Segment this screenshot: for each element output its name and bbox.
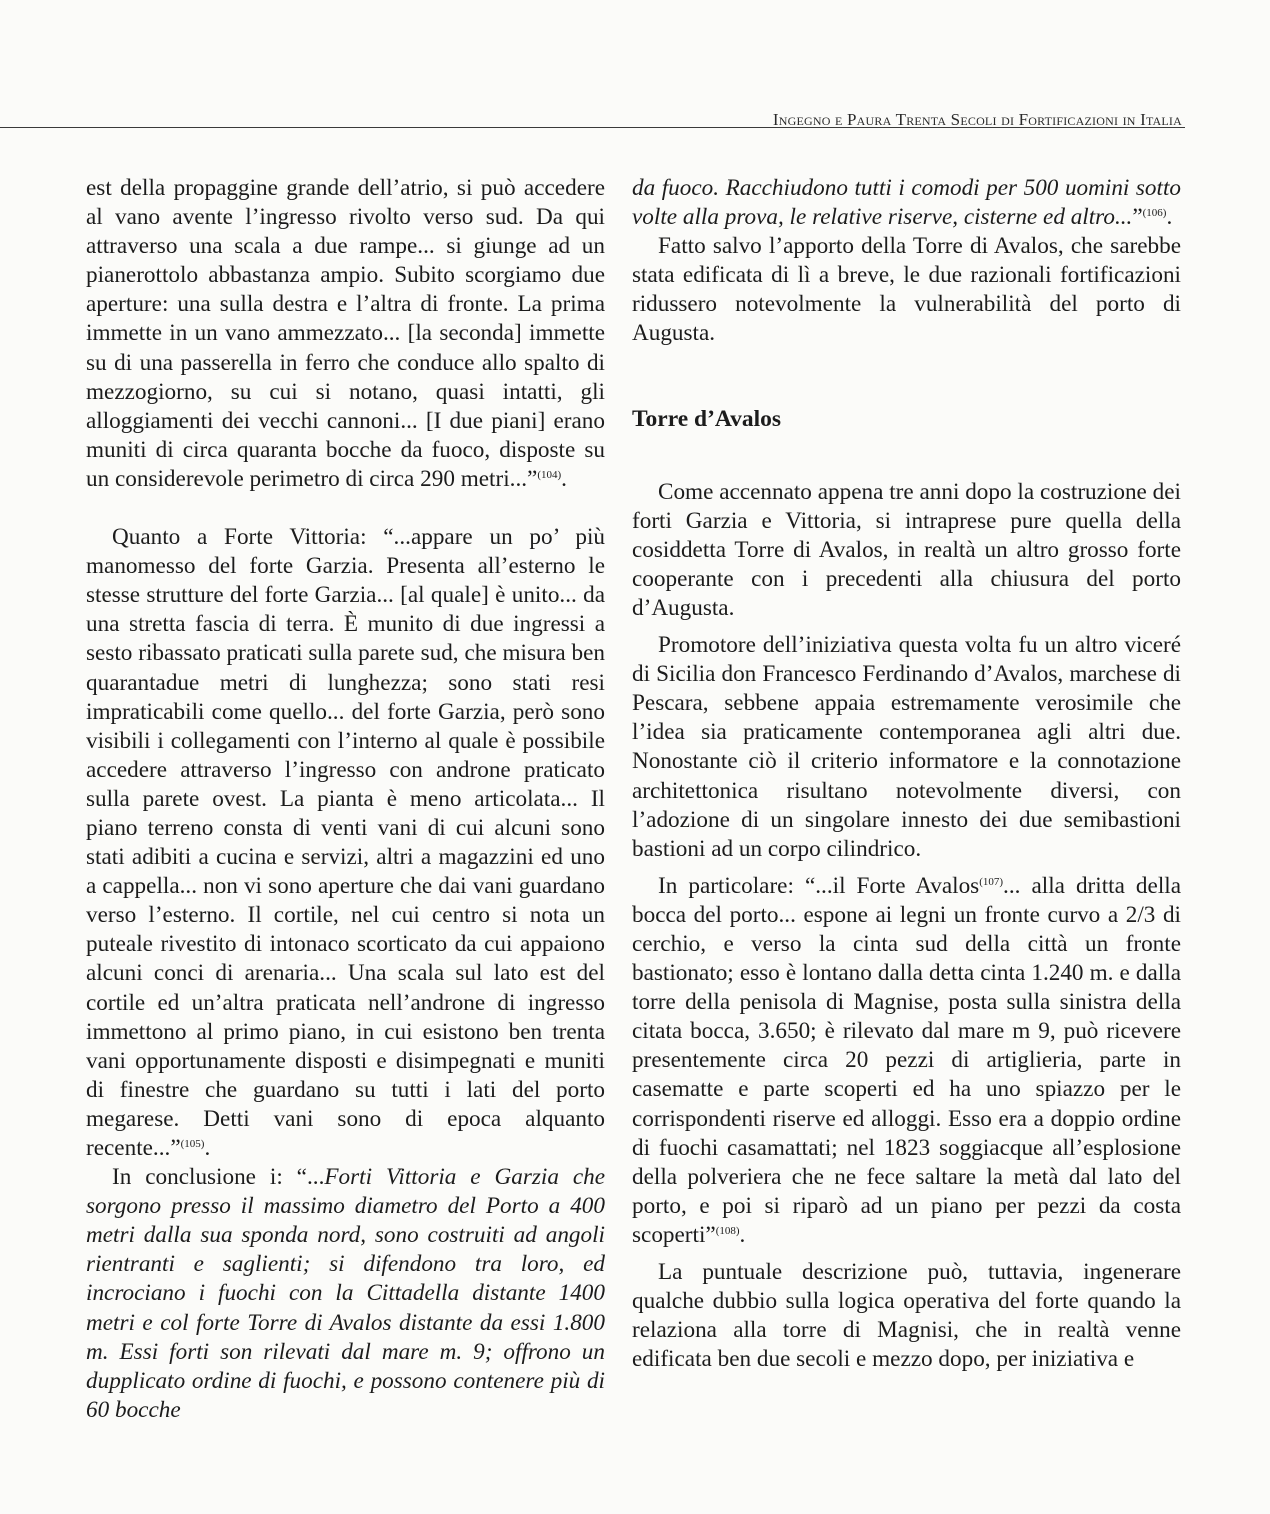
punctuation: . xyxy=(561,465,567,492)
paragraph-text: La puntuale descrizione può, tuttavia, ingenerare qualche dubbio sulla logica operativa del forte quando la relaziona alla torre di Magnisi, che in realtà venne edificata ben due secoli e mezzo dopo, per iniziativa e xyxy=(632,1259,1181,1373)
quoted-italic-text: Forti Vittoria e Garzia che sorgono presso il massimo diametro del Porto a 400 metri dalla sua sponda nord, sono costruiti ad angoli rientranti e saglienti; si difendono tra loro, ed incrociano i fuochi con la Cittadella distante 1400 metri e col forte Torre di Avalos distante da essi 1.800 m. Essi forti son rilevati dal mare m. 9; offrono un dupplicato ordine di fuochi, e possono contenere più di 60 bocche xyxy=(86,1164,605,1423)
paragraph-text: Come accennato appena tre anni dopo la costruzione dei forti Garzia e Vittoria, si intraprese pure quella della cosiddetta Torre di Avalos, in realtà un altro grosso forte cooperante con i precedenti alla chiusura del porto d’Augusta. xyxy=(632,478,1181,621)
paragraph xyxy=(632,232,1181,348)
right-column xyxy=(632,174,1181,1374)
punctuation: ” xyxy=(1132,204,1143,231)
paragraph-text: est della propaggine grande dell’atrio, si può accedere al vano avente l’ingresso rivolto verso sud. Da qui attraverso una scala a due rampe... si giunge ad un pianerottolo abbastanza ampio. Subito scorgiamo due aperture: una sulla destra e l’altra di fronte. La prima immette in un vano ammezzato... [la seconda] immette su di una passerella in ferro che conduce allo spalto di mezzogiorno, su cui si notano, quasi intatti, gli alloggiamenti dei vecchi cannoni... [I due piani] erano muniti di circa quaranta bocche da fuoco, disposte su un considerevole perimetro di circa 290 metri...” xyxy=(86,175,605,492)
paragraph xyxy=(632,1258,1181,1374)
paragraph xyxy=(632,174,1181,232)
punctuation: . xyxy=(1166,204,1173,231)
section-heading: Torre d’Avalos xyxy=(632,405,782,432)
paragraph-text: ... alla dritta della bocca del porto... espone ai legni un fronte curvo a 2/3 di cerchio, e verso la cinta sud della città un fronte bastionato; esso è lontano dalla detta cinta 1.240 m. e dalla torre della penisola di Magnise, posta sulla sinistra della citata bocca, 3.650; è rilevato dal mare m 9, può ricevere presentemente circa 20 pezzi di artiglieria, parte in casematte e parte scoperti ed ha uno spiazzo per le corrispondenti riserve ed alloggi. Esso era a doppio ordine di fuochi casamattati; nel 1823 soggiacque all’esplosione della polveriera che ne fece saltare la metà dal lato del porto, e poi si riparò ad un piano per pezzi da costa scoperti” xyxy=(632,872,1181,1248)
paragraph xyxy=(632,631,1181,864)
footnote-ref: (108) xyxy=(715,1224,740,1237)
paragraph xyxy=(632,872,1181,1250)
footnote-ref: (106) xyxy=(1142,207,1167,220)
quoted-italic-text: da fuoco. Racchiudono tutti i comodi per 500 uomini sotto volte alla prova, le relative riserve, cisterne ed altro... xyxy=(632,175,1181,231)
header-rule xyxy=(0,127,1185,128)
paragraph-text: Promotore dell’iniziativa questa volta fu un altro viceré di Sicilia don Francesco Ferdinando d’Avalos, marchese di Pescara, sebbene appaia estremamente verosimile che l’idea sia praticamente contemporanea agli altri due. Nonostante ciò il criterio informatore e la connotazione architettonica risultano notevolmente diversi, con l’adozione di un singolare innesto dei due semibastioni bastioni ad un corpo cilindrico. xyxy=(632,632,1181,862)
footnote-ref: (105) xyxy=(180,1138,205,1150)
paragraph-text: Fatto salvo l’apporto della Torre di Avalos, che sarebbe stata edificata di lì a breve, le due razionali fortificazioni ridussero notevolmente la vulnerabilità del porto di Augusta. xyxy=(632,233,1181,347)
footnote-ref: (107) xyxy=(979,875,1004,888)
running-title: Ingegno e Paura Trenta Secoli di Fortificazioni in Italia xyxy=(772,110,1182,129)
paragraph xyxy=(86,523,605,1163)
paragraph xyxy=(86,1163,605,1425)
paragraph-text: In conclusione i: “... xyxy=(112,1164,325,1191)
footnote-ref: (104) xyxy=(537,468,562,481)
paragraph xyxy=(632,478,1181,623)
paragraph-text: In particolare: “...il Forte Avalos xyxy=(658,872,980,899)
punctuation: . xyxy=(204,1135,211,1161)
paragraph xyxy=(86,174,605,494)
left-column xyxy=(86,174,605,1425)
paragraph-text: Quanto a Forte Vittoria: “...appare un po’ più manomesso del forte Garzia. Presenta all’esterno le stesse strutture del forte Garzia... [al quale] è unito... da una stretta fascia di terra. È munito di due ingressi a sesto ribassato praticati sulla parete sud, che misura ben quarantadue metri di lunghezza; sono stati resi impraticabili come quello... del forte Garzia, però sono visibili i collegamenti con l’interno al quale è possibile accedere attraverso l’ingresso con androne praticato sulla parete ovest. La pianta è meno articolata... Il piano terreno consta di venti vani di cui alcuni sono stati adibiti a cucina e servizi, altri a magazzini ed uno a cappella... non vi sono aperture che dai vani guardano verso l’esterno. Il cortile, nel cui centro si nota un puteale rivestito di intonaco scorticato da cui appaiono alcuni conci di arenaria... Una scala sul lato est del cortile ed un’altra praticata nell’androne di ingresso immettono al primo piano, in cui esistono ben trenta vani opportunamente disposti e disimpegnati e muniti di finestre che guardano su tutti i lati del porto megarese. Detti vani sono di epoca alquanto recente...” xyxy=(86,524,605,1161)
punctuation: . xyxy=(739,1221,746,1248)
